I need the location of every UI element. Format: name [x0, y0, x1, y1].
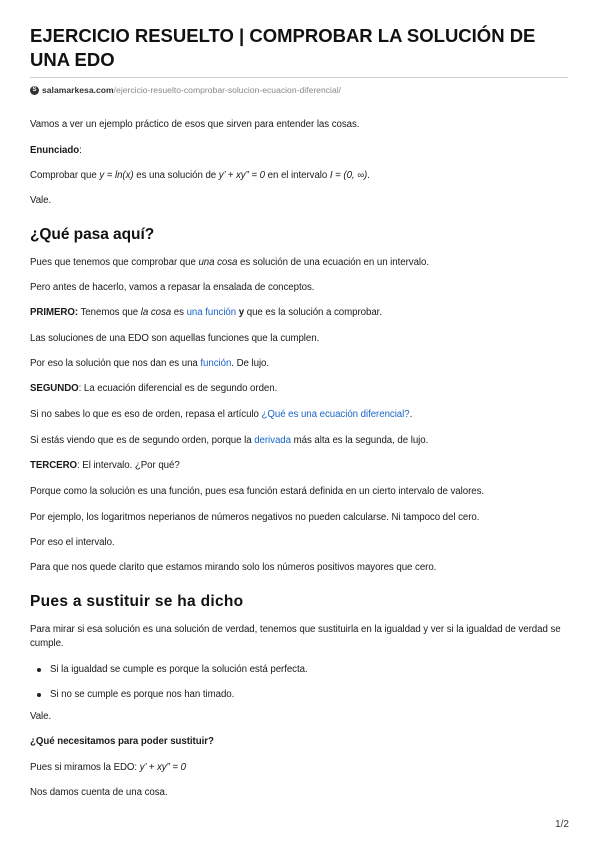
paragraph-12: Por eso el intervalo.: [30, 537, 115, 548]
enunciado-label: Enunciado: [30, 145, 80, 156]
page-number: 1/2: [555, 819, 569, 830]
source-domain[interactable]: salamarkesa.com: [42, 85, 114, 95]
paragraph-8: [30, 434, 570, 448]
equation-edo: y’ + xy” = 0: [218, 170, 266, 181]
link-funcion[interactable]: función: [200, 358, 232, 369]
paragraph-tercero: [30, 459, 570, 473]
primero-text-a: Tenemos que: [78, 307, 141, 318]
subheading-necesitamos: [30, 735, 570, 749]
equation-interval: I = (0, ∞): [329, 170, 368, 181]
edo-paragraph-text: Pues si miramos la EDO:: [30, 762, 140, 773]
paragraph-7: [30, 408, 570, 422]
paragraph-5-text-b: . De lujo.: [231, 358, 270, 369]
primero-emphasis: la cosa: [140, 307, 172, 318]
paragraph-1-text-b: es solución de una ecuación en un intervalo.: [237, 257, 429, 268]
bullet-list: [30, 663, 570, 702]
enunciado-text-2: es una solución de: [133, 170, 219, 181]
segundo-text: : La ecuación diferencial es de segundo orden.: [78, 383, 278, 394]
link-derivada[interactable]: derivada: [254, 435, 291, 446]
paragraph-5: [30, 357, 570, 371]
paragraph-1-text-a: Pues que tenemos que comprobar que: [30, 257, 199, 268]
tercero-label: TERCERO: [30, 460, 78, 471]
paragraph-primero: [30, 306, 570, 320]
final-paragraph: Nos damos cuenta de una cosa.: [30, 787, 168, 798]
paragraph-8-text-b: más alta es la segunda, de lujo.: [290, 435, 429, 446]
title-divider: [30, 77, 568, 78]
source-line: [30, 83, 568, 97]
primero-label: PRIMERO:: [30, 307, 79, 318]
enunciado-text-1: Comprobar que: [30, 170, 100, 181]
vale-paragraph-2: Vale.: [30, 711, 52, 722]
paragraph-5-text-a: Por eso la solución que nos dan es una: [30, 358, 201, 369]
vale-paragraph-1: Vale.: [30, 195, 52, 206]
enunciado-colon: :: [79, 145, 82, 156]
site-logo-icon: S: [30, 86, 39, 95]
paragraph-2: Pero antes de hacerlo, vamos a repasar la ensalada de conceptos.: [30, 282, 315, 293]
primero-bold-y: y: [236, 307, 245, 318]
paragraph-13: Para que nos quede clarito que estamos mirando solo los números positivos mayores que cero.: [30, 562, 437, 573]
tercero-text: : El intervalo. ¿Por qué?: [77, 460, 180, 471]
paragraph-4: Las soluciones de una EDO son aquellas funciones que la cumplen.: [30, 333, 320, 344]
page-title: EJERCICIO RESUELTO | COMPROBAR LA SOLUCIÓN DE UNA EDO: [30, 25, 536, 70]
paragraph-10: Porque como la solución es una función, pues esa función estará definida en un cierto intervalo de valores.: [30, 486, 485, 497]
enunciado-text-3: en el intervalo: [265, 170, 330, 181]
enunciado-text-4: .: [367, 170, 370, 181]
link-que-es-ecuacion-diferencial[interactable]: ¿Qué es una ecuación diferencial?: [261, 409, 410, 420]
section-heading-sustituir: Pues a sustituir se ha dicho: [30, 593, 244, 610]
enunciado-paragraph: [30, 169, 570, 183]
equation-edo-2: y’ + xy” = 0: [139, 762, 186, 773]
section-heading-que-pasa: ¿Qué pasa aquí?: [30, 226, 155, 243]
paragraph-11: Por ejemplo, los logaritmos neperianos de números negativos no pueden calcularse. Ni tampoco del cero.: [30, 512, 480, 523]
intro-paragraph: Vamos a ver un ejemplo práctico de esos que sirven para entender las cosas.: [30, 119, 360, 130]
equation-solution: y = ln(x): [99, 170, 134, 181]
paragraph-7-text-b: .: [409, 409, 413, 420]
source-path[interactable]: /ejercicio-resuelto-comprobar-solucion-ecuacion-diferencial/: [113, 85, 342, 95]
list-item: Si la igualdad se cumple es porque la solución está perfecta.: [30, 663, 570, 677]
primero-text-b: es: [171, 307, 187, 318]
list-item: Si no se cumple es porque nos han timado.: [30, 688, 570, 702]
paragraph-1: [30, 256, 570, 270]
paragraph-segundo: [30, 382, 570, 396]
paragraph-8-text-a: Si estás viendo que es de segundo orden, porque la: [30, 435, 255, 446]
paragraph-1-emphasis: una cosa: [198, 257, 238, 268]
link-una-funcion[interactable]: una función: [186, 307, 237, 318]
edo-paragraph: [30, 761, 570, 775]
sustituir-paragraph: Para mirar si esa solución es una solución de verdad, tenemos que sustituirla en la igualdad y ver si la igualdad de verdad se cumple.: [30, 624, 561, 649]
primero-text-c: que es la solución a comprobar.: [244, 307, 382, 318]
paragraph-7-text-a: Si no sabes lo que es eso de orden, repasa el artículo: [30, 409, 262, 420]
subheading-text: ¿Qué necesitamos para poder sustituir?: [30, 736, 214, 747]
enunciado-label-line: [30, 144, 570, 158]
segundo-label: SEGUNDO: [30, 383, 79, 394]
